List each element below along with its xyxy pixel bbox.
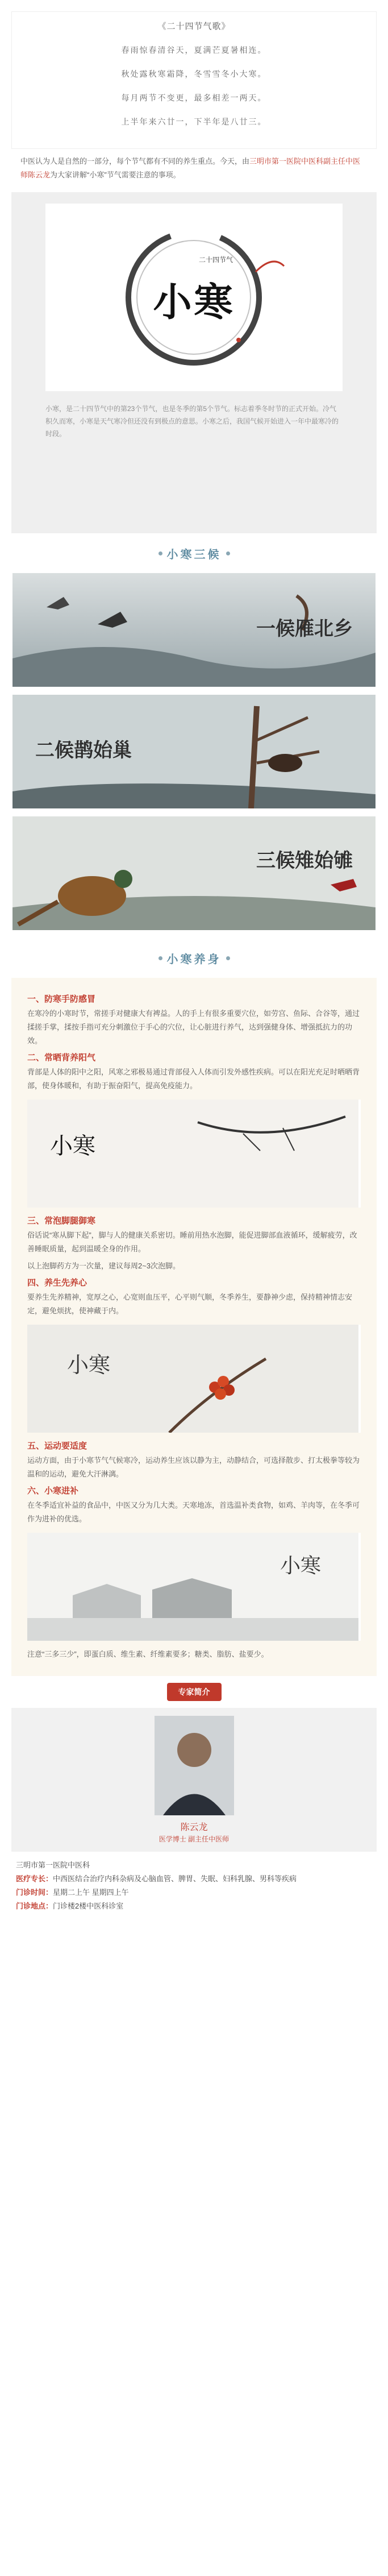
intro-paragraph xyxy=(11,149,377,192)
clinic-place-text: 门诊楼2楼中医科诊室 xyxy=(53,1902,124,1910)
care-subtitle: 三、常泡脚腿御寒 xyxy=(27,1216,96,1226)
red-berries-icon xyxy=(27,1325,358,1433)
winter-image-3 xyxy=(27,1533,361,1641)
dot-icon xyxy=(226,956,230,960)
image-caption: 小寒 xyxy=(279,1554,321,1578)
care-paragraph: 注意“三多三少”，即蛋白质、维生素、纤维素要多；糖类、脂肪、盐要少。 xyxy=(27,1650,269,1658)
poem-line: 春雨惊春清谷天，夏满芒夏暑相连。 xyxy=(121,45,267,55)
pentad-text: 二候鹊始巢 xyxy=(35,739,132,762)
care-subtitle: 一、防寒手防感冒 xyxy=(27,994,96,1004)
care-paragraph: 以上泡脚药方为一次量，建议每周2~3次泡脚。 xyxy=(27,1262,181,1270)
care-paragraph: 在寒冷的小寒时节，常搓手对健康大有裨益。人的手上有很多重要穴位，如劳宫、鱼际、合谷等，通过揉搓手掌，揉按手指可充分刺激位于手心的穴位，让心脏进行养气，达到强健身体、增强抵抗力的功效。 xyxy=(27,1009,360,1045)
clinic-time-label: 门诊时间： xyxy=(16,1888,53,1897)
dot-icon xyxy=(226,551,230,555)
pentad-text: 一候雁北乡 xyxy=(256,617,353,640)
calligraphy-image xyxy=(45,204,343,391)
intro-highlight: 三明市第一医院中医科副主任中医师陈云龙 xyxy=(20,157,361,179)
care-paragraph: 背部是人体的阳中之阳，风寒之邪极易通过背部侵入人体而引发外感性疾病。可以在阳光充足时晒晒背部，使身体暖和，有助于振奋阳气，提高免疫能力。 xyxy=(27,1068,360,1090)
image-caption: 小寒 xyxy=(50,1133,95,1159)
dot-icon xyxy=(158,551,162,555)
expert-title: 医学博士 副主任中医师 xyxy=(158,1835,230,1843)
poem-line: 每月两节不变更，最多相差一两天。 xyxy=(121,93,267,102)
winter-image-1 xyxy=(27,1100,361,1208)
avatar xyxy=(155,1716,234,1815)
pheasant-scene-icon xyxy=(12,816,376,930)
care-subtitle: 五、运动要适度 xyxy=(27,1441,87,1451)
expert-heading xyxy=(0,1676,388,1708)
image-caption: 小寒 xyxy=(67,1353,111,1378)
specialty-row xyxy=(16,1872,372,1886)
pentad-image-3 xyxy=(12,816,376,930)
expert-info xyxy=(11,1852,377,1922)
care-subtitle: 四、养生先养心 xyxy=(27,1278,87,1288)
section-heading xyxy=(0,533,388,573)
care-subtitle: 六、小寒进补 xyxy=(27,1486,79,1496)
expert-name: 陈云龙 xyxy=(180,1823,208,1832)
care-paragraph: 要养生先养精神，宽厚之心，心宽则血压平，心平则气顺，冬季养生，要静神少虑，保持精神情志安定，避免烦扰，使神藏于内。 xyxy=(27,1293,353,1315)
care-paragraph: 在冬季适宜补益的食品中，中医又分为几大类。天寒地冻，首选温补类食物，如鸡、羊肉等，在冬季可作为进补的优选。 xyxy=(27,1501,360,1523)
poem-line: 上半年来六廿一，下半年是八廿三。 xyxy=(121,117,267,126)
expert-tag: 专家简介 xyxy=(167,1683,222,1701)
hospital-name: 三明市第一医院中医科 xyxy=(16,1861,90,1869)
intro-text-a: 中医认为人是自然的一部分，每个节气都有不同的养生重点。今天，由 xyxy=(20,157,250,165)
clinic-place-row xyxy=(16,1899,372,1913)
care-subtitle: 二、常晒背养阳气 xyxy=(27,1053,96,1063)
xiaohan-description: 小寒，是二十四节气中的第23个节气，也是冬季的第5个节气。标志着季冬时节的正式开始。冷气积久而寒，小寒是天气寒冷但还没有到极点的意思。小寒之后，我国气候开始进入一年中最寒冷的时段。 xyxy=(45,405,339,438)
calligraphy-small: 二十四节气 xyxy=(199,256,233,264)
pentad-image-2 xyxy=(12,695,376,808)
care-paragraph: 运动方面，由于小寒节气气候寒冷，运动养生应该以静为主，动静结合，可选择散步、打太极拳等较为温和的运动，避免大汗淋漓。 xyxy=(27,1456,360,1478)
calligraphy-big: 小寒 xyxy=(153,280,235,325)
clinic-time-row xyxy=(16,1886,372,1899)
calligraphy-section xyxy=(11,192,377,533)
pentad-image-1 xyxy=(12,573,376,687)
dot-icon xyxy=(158,956,162,960)
poem-line: 秋处露秋寒霜降，冬雪雪冬小大寒。 xyxy=(121,69,267,78)
clinic-time-text: 星期二上午 星期四上午 xyxy=(53,1888,129,1897)
heading-text: 小寒养身 xyxy=(166,953,222,966)
poem-card xyxy=(11,11,377,149)
health-care-section xyxy=(11,978,377,1676)
specialty-label: 医疗专长： xyxy=(16,1874,53,1883)
winter-image-2 xyxy=(27,1325,361,1433)
care-paragraph: 俗话说“寒从脚下起”，脚与人的健康关系密切。睡前用热水泡脚，能促进脚部血液循环，缓解疲劳，改善睡眠质量，起到温暖全身的作用。 xyxy=(27,1231,357,1253)
clinic-place-label: 门诊地点： xyxy=(16,1902,53,1910)
section-heading xyxy=(0,938,388,978)
heading-text: 小寒三候 xyxy=(166,548,222,561)
poem-title: 《二十四节气歌》 xyxy=(157,22,231,31)
village-snow-icon xyxy=(27,1533,358,1641)
expert-card xyxy=(11,1708,377,1852)
pentad-text: 三候雉始雊 xyxy=(256,849,353,872)
intro-text-b: 为大家讲解“小寒”节气需要注意的事项。 xyxy=(50,171,181,179)
specialty-text: 中西医结合治疗内科杂病及心脑血管、脾胃、失眠、妇科乳腺、男科等疾病 xyxy=(53,1874,297,1883)
person-icon xyxy=(155,1716,234,1815)
